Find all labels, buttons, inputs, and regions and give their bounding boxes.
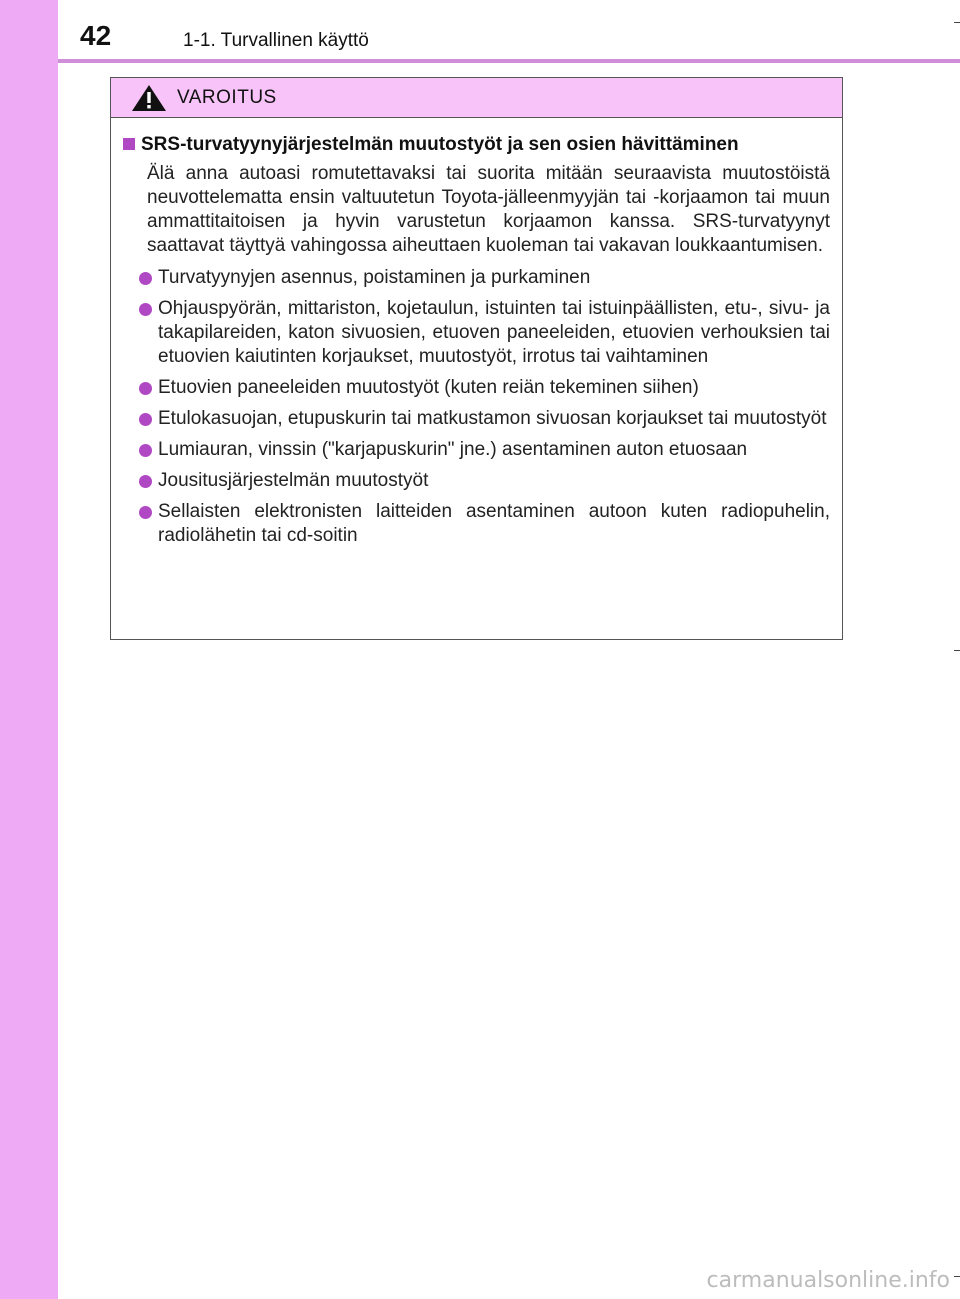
warning-heading-text: SRS-turvatyynyjärjestelmän muutostyöt ja sen osien hävittäminen — [141, 134, 739, 155]
bullet-dot-icon — [139, 382, 152, 395]
warning-items — [123, 266, 830, 548]
section-title: 1-1. Turvallinen käyttö — [183, 30, 369, 51]
list-item: Ohjauspyörän, mittariston, kojetaulun, istuinten tai istuinpäällisten, etu-, sivu- ja takapilareiden, katon sivuosien, etuoven paneeleiden, etuovien verhouksien tai etuovien kaiutinten korjaukset, muutostyöt, irrotus tai vaihtaminen — [123, 297, 830, 369]
bullet-dot-icon — [139, 444, 152, 457]
warning-intro: Älä anna autoasi romutettavaksi tai suorita mitään seuraavista muutostöistä neuvottelematta ensin valtuutetun Toyota-jälleenmyyjän tai -korjaamon tai muun ammattitaitoisen ja hyvin varustetun korjaamon kanssa. SRS-turvatyynyt saattavat täyttyä vahingossa aiheuttaen kuoleman tai vakavan loukkaantumisen. — [147, 163, 830, 256]
warning-box — [110, 77, 843, 640]
list-item: Sellaisten elektronisten laitteiden asentaminen autoon kuten radiopuhelin, radiolähetin tai cd-soitin — [123, 500, 830, 548]
side-strip — [0, 0, 58, 1299]
bullet-dot-icon — [139, 475, 152, 488]
list-item: Etulokasuojan, etupuskurin tai matkustamon sivuosan korjaukset tai muutostyöt — [123, 407, 830, 431]
bullet-dot-icon — [139, 272, 152, 285]
crop-mark — [954, 1276, 960, 1277]
warning-triangle-icon — [131, 84, 167, 112]
bullet-dot-icon — [139, 506, 152, 519]
square-bullet-icon — [123, 138, 135, 150]
list-item: Etuovien paneeleiden muutostyöt (kuten reiän tekeminen siihen) — [123, 376, 830, 400]
list-item: Jousitusjärjestelmän muutostyöt — [123, 469, 830, 493]
bullet-dot-icon — [139, 303, 152, 316]
crop-mark — [954, 650, 960, 651]
page-number: 42 — [80, 20, 112, 51]
list-item: Lumiauran, vinssin ("karjapuskurin" jne.) asentaminen auton etuosaan — [123, 438, 830, 462]
list-item: Turvatyynyjen asennus, poistaminen ja purkaminen — [123, 266, 830, 290]
warning-header — [111, 78, 842, 118]
header-rule — [58, 59, 960, 63]
warning-body — [111, 118, 842, 548]
bullet-dot-icon — [139, 413, 152, 426]
warning-heading — [123, 132, 830, 158]
watermark[interactable]: carmanualsonline.info — [706, 1268, 950, 1293]
crop-mark — [954, 22, 960, 23]
warning-label: VAROITUS — [177, 86, 277, 108]
